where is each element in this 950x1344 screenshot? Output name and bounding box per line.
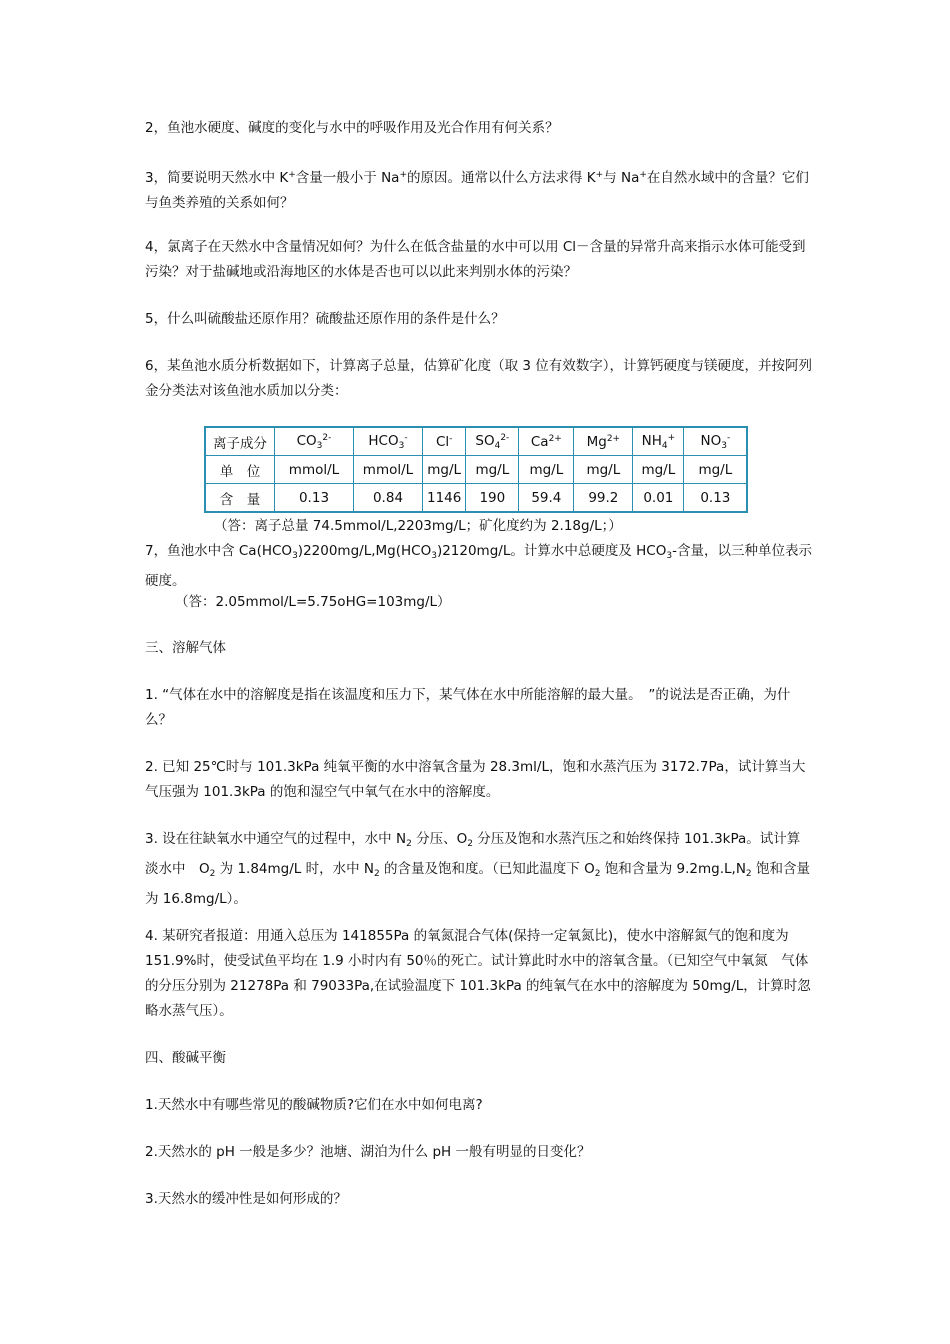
question-4-2: 2.天然水的 pH 一般是多少？池塘、湖泊为什么 pH 一般有明显的日变化？ <box>145 1144 591 1160</box>
section-heading-4: 四、酸碱平衡 <box>145 1050 226 1066</box>
ion-header-row <box>205 427 747 456</box>
unit-cell: mg/L <box>519 456 574 484</box>
value-cell: 0.13 <box>275 484 354 513</box>
ion-cell: $HCO_3^-$ <box>354 427 423 456</box>
ion-cell: $NO_3^-$ <box>684 427 748 456</box>
unit-cell: mg/L <box>684 456 748 484</box>
question-2-4: 4，氯离子在天然水中含量情况如何？为什么在低含盐量的水中可以用 Cl－含量的异常升高来指示水体可能受到污染？对于盐碱地或沿海地区的水体是否也可以以此来判别水体的污染？ <box>145 239 806 280</box>
ion-cell: $Mg^{2+}$ <box>574 427 633 456</box>
question-4-3: 3.天然水的缓冲性是如何形成的？ <box>145 1191 347 1207</box>
ion-data-table <box>204 426 748 513</box>
ion-cell: $Ca^{2+}$ <box>519 427 574 456</box>
question-3-1: 1. “气体在水中的溶解度是指在该温度和压力下，某气体在水中所能溶解的最大量。 ”的说法是否正确，为什么？ <box>145 687 791 728</box>
question-3-2: 2. 已知 25℃时与 101.3kPa 纯氧平衡的水中溶氧含量为 28.3ml/L，饱和水蒸汽压为 3172.7Pa，试计算当大气压强为 101.3kPa 的饱和湿空气中氧气在水中的溶解度。 <box>145 759 806 800</box>
question-4-1: 1.天然水中有哪些常见的酸碱物质?它们在水中如何电离? <box>145 1097 483 1113</box>
unit-cell: mg/L <box>466 456 519 484</box>
value-cell: 59.4 <box>519 484 574 513</box>
question-2-2: 2，鱼池水硬度、碱度的变化与水中的呼吸作用及光合作用有何关系？ <box>145 120 559 136</box>
value-row <box>205 484 747 513</box>
ion-cell: $CO_3^{2-}$ <box>275 427 354 456</box>
question-3-3: 3. 设在往缺氧水中通空气的过程中，水中 $N_2$ 分压、$O_2$ 分压及饱和水蒸汽压之和始终保持 101.3kPa。试计算淡水中 $O_2$ 为 1.84mg/L 时，水中 $N_2$ 的含量及饱和度。（已知此温度下 $O_2$ 饱和含量为 $9.2mg.L,N_2$ 饱和含量为 16.8mg/L）。 <box>145 831 810 907</box>
question-3-4: 4. 某研究者报道：用通入总压为 141855Pa 的氧氮混合气体(保持一定氧氮比)，使水中溶解氮气的饱和度为 151.9%时，使受试鱼平均在 1.9 小时内有 50％的死亡。试计算此时水中的溶氧含量。（已知空气中氧氮 气体的分压分别为 21278Pa 和 79033Pa,在试验温度下 101.3kPa 的纯氧气在水中的溶解度为 50mg/L，计算时忽略水蒸气压）。 <box>145 928 811 1019</box>
question-2-6: 6，某鱼池水质分析数据如下，计算离子总量，估算矿化度（取 3 位有效数字），计算钙硬度与镁硬度，并按阿列金分类法对该鱼池水质加以分类： <box>145 358 813 399</box>
value-cell: 0.84 <box>354 484 423 513</box>
unit-cell: mg/L <box>633 456 684 484</box>
unit-cell: mg/L <box>423 456 466 484</box>
section-heading-3: 三、溶解气体 <box>145 640 226 656</box>
row-label: 单 位 <box>205 456 275 484</box>
unit-cell: mmol/L <box>275 456 354 484</box>
question-2-7-answer: （答：2.05mmol/L=5.75oHG=103mg/L） <box>175 594 451 610</box>
unit-row <box>205 456 747 484</box>
value-cell: 0.01 <box>633 484 684 513</box>
value-cell: 0.13 <box>684 484 748 513</box>
question-2-5: 5，什么叫硫酸盐还原作用？硫酸盐还原作用的条件是什么？ <box>145 311 505 327</box>
row-label: 含 量 <box>205 484 275 513</box>
question-2-7: 7，鱼池水中含 $Ca(HCO_3)2200mg/L,Mg(HCO_3)2120mg/L$。计算水中总硬度及 $HCO_3-$含量，以三种单位表示硬度。 <box>145 543 812 589</box>
unit-cell: mg/L <box>574 456 633 484</box>
value-cell: 1146 <box>423 484 466 513</box>
value-cell: 190 <box>466 484 519 513</box>
question-2-3: 3，简要说明天然水中 K+含量一般小于 Na+的原因。通常以什么方法求得 K+与 Na+在自然水域中的含量？它们与鱼类养殖的关系如何？ <box>145 170 809 211</box>
ion-cell: $NH_4^+$ <box>633 427 684 456</box>
ion-cell: Cl- <box>423 427 466 456</box>
value-cell: 99.2 <box>574 484 633 513</box>
ion-cell: $SO_4^{2-}$ <box>466 427 519 456</box>
question-2-6-answer: （答：离子总量 74.5mmol/L,2203mg/L；矿化度约为 2.18g/L；） <box>214 518 622 534</box>
unit-cell: mmol/L <box>354 456 423 484</box>
row-label: 离子成分 <box>205 427 275 456</box>
